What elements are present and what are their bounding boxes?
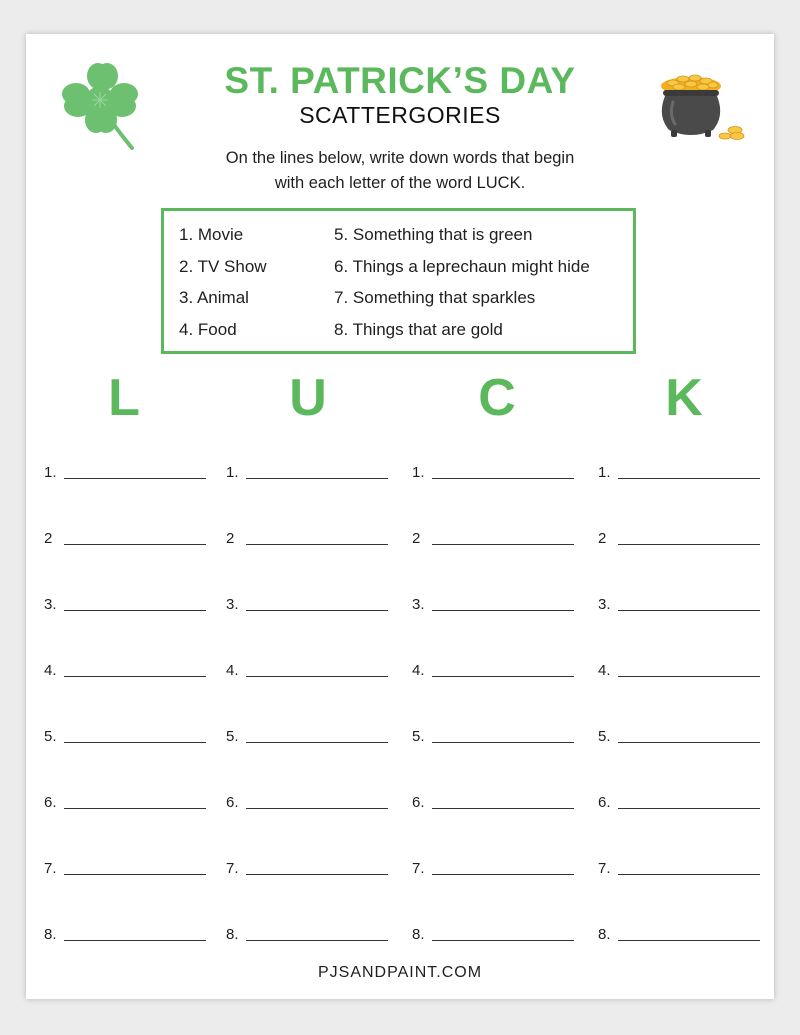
answer-line-c [432,940,574,941]
answer-number: 1. [598,464,611,481]
category-item: 2. TV Show [179,257,267,276]
answer-number: 3. [598,596,611,613]
page-subtitle: SCATTERGORIES [299,102,501,128]
answer-number: 8. [44,926,57,943]
answer-number: 4. [44,662,57,679]
answer-line-u [246,874,388,875]
answer-number: 7. [44,860,57,877]
answer-number: 4. [412,662,425,679]
answer-number: 2 [226,530,235,547]
footer-site: PJSANDPAINT.COM [317,964,483,981]
answer-number: 2 [412,530,421,547]
answer-number: 5. [226,728,239,745]
category-item: 4. Food [179,320,237,339]
answer-number: 5. [412,728,425,745]
answer-number: 1. [412,464,425,481]
answer-line-c [432,808,574,809]
answer-number: 8. [412,926,425,943]
answer-line-l [64,808,206,809]
answer-line-c [432,676,574,677]
answer-number: 5. [44,728,57,745]
instructions [190,146,610,196]
answer-number: 6. [226,794,239,811]
answer-line-c [432,544,574,545]
answer-line-u [246,544,388,545]
answer-line-c [432,742,574,743]
answer-line-u [246,610,388,611]
answer-number: 5. [598,728,611,745]
answer-line-l [64,610,206,611]
category-item: 5. Something that is green [334,225,533,244]
letter-k: K [665,369,703,427]
answer-line-u [246,478,388,479]
answer-number: 1. [226,464,239,481]
answer-number: 8. [226,926,239,943]
answer-line-k [618,478,760,479]
answer-number: 6. [44,794,57,811]
answer-number: 4. [598,662,611,679]
answer-number: 2 [44,530,53,547]
answer-line-l [64,874,206,875]
answer-line-k [618,940,760,941]
category-item: 3. Animal [179,288,249,307]
answer-line-u [246,940,388,941]
answer-line-l [64,742,206,743]
answer-number: 6. [598,794,611,811]
answer-line-k [618,874,760,875]
answer-number: 7. [412,860,425,877]
answer-number: 3. [226,596,239,613]
category-item: 7. Something that sparkles [334,288,536,307]
answer-line-u [246,808,388,809]
category-item: 1. Movie [179,225,244,244]
answer-number: 3. [412,596,425,613]
instructions-line-2: with each letter of the word LUCK. [274,174,526,192]
category-item: 6. Things a leprechaun might hide [334,257,590,276]
instructions-line-1: On the lines below, write down words that begin [225,149,575,167]
answer-number: 6. [412,794,425,811]
answer-number: 7. [226,860,239,877]
answer-line-l [64,940,206,941]
letter-u: U [289,369,327,427]
answer-line-k [618,742,760,743]
answer-line-k [618,544,760,545]
answer-number: 1. [44,464,57,481]
answer-number: 4. [226,662,239,679]
answer-line-k [618,610,760,611]
letter-c: C [478,369,516,427]
category-item: 8. Things that are gold [334,320,503,339]
answer-line-u [246,676,388,677]
answer-number: 7. [598,860,611,877]
answer-line-l [64,676,206,677]
letter-l: L [108,369,140,427]
page-title: ST. PATRICK’S DAY [224,60,576,101]
answer-number: 8. [598,926,611,943]
answer-number: 2 [598,530,607,547]
answer-line-c [432,478,574,479]
answer-line-c [432,610,574,611]
answer-number: 3. [44,596,57,613]
answer-line-k [618,808,760,809]
answer-line-u [246,742,388,743]
answer-line-c [432,874,574,875]
answer-line-l [64,544,206,545]
answer-line-k [618,676,760,677]
answer-line-l [64,478,206,479]
